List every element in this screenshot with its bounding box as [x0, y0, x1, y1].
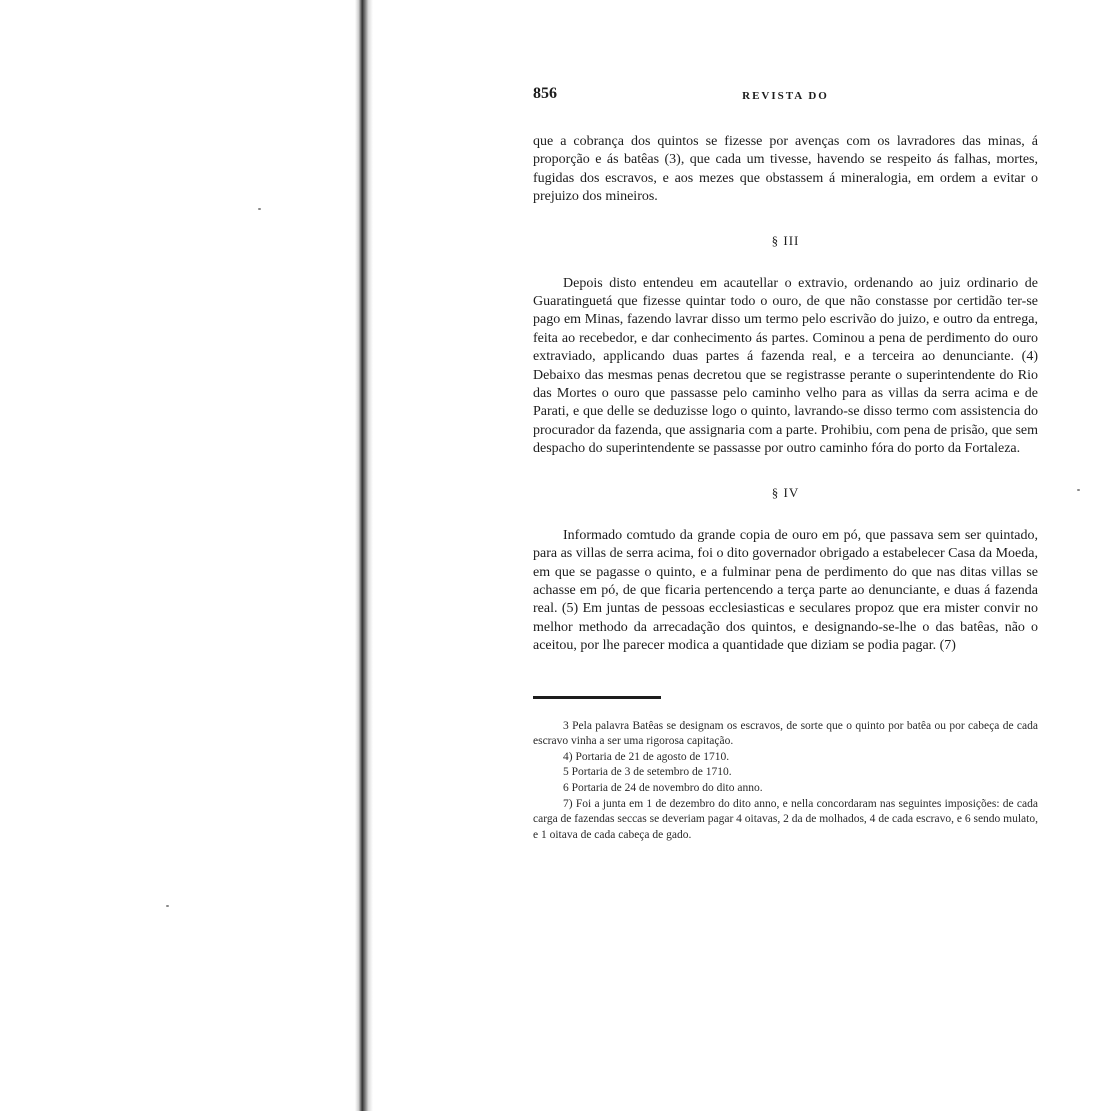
body-paragraph: Informado comtudo da grande copia de ouro em pó, que passava sem ser quintado, para as villas de serra acima, foi o dito governador obrigado a estabelecer Casa da Moeda, em que se pagasse o quinto, e a fulminar pena de perdimento do que nas ditas villas se achasse em pó, de que ficaria pertencendo a terça parte ao denunciante, e duas á fazenda real. (5) Em juntas de pessoas ecclesiasticas e seculares propoz que era mister convir no melhor methodo da arrecadação dos quintos, e designando-se-lhe o das batêas, não o aceitou, por lhe parecer modica a quantidade que diziam se podia pagar. (7) — [533, 527, 1038, 654]
body-paragraph: Depois disto entendeu em acautellar o extravio, ordenando ao juiz ordinario de Guaratinguetá que fizesse quintar todo o ouro, de que não constasse por certidão ter-se pago em Minas, fazendo lavrar disso um termo pelo escrivão do juizo, e outro da entrega, feita ao recebedor, e dar conhecimento ás partes. Cominou a pena de perdimento do ouro extraviado, applicando duas partes á fazenda real, e a terceira ao denunciante. (4) Debaixo das mesmas penas decretou que se registrasse perante o superintendente do Rio das Mortes o ouro que passasse pelo caminho velho para as villas da serra acima e de Parati, e que delle se deduzisse logo o quinto, lavrando-se disso termo com assistencia do procurador da fazenda, que assignaria com a parte. Prohibiu, com pena de prisão, que sem despacho do superintendente se passasse por outro caminho fóra do porto da Fortaleza. — [533, 275, 1038, 457]
footnote: 7) Foi a junta em 1 de dezembro do dito anno, e nella concordaram nas seguintes imposições: de cada carga de fazendas seccas se deveriam pagar 4 oitavas, 2 da de molhados, 4 de cada escravo, e 6 sendo mulato, e 1 oitava de cada cabeça de gado. — [533, 797, 1038, 841]
body-paragraph: que a cobrança dos quintos se fizesse por avenças com os lavradores das minas, á proporção e ás batêas (3), que cada um tivesse, havendo se respeito ás falhas, mortes, fugidas dos escravos, e aos mezes que obstassem á mineralogia, em ordem a evitar o prejuizo dos mineiros. — [533, 134, 1038, 205]
section-heading: § III — [771, 232, 800, 248]
footnote: 4) Portaria de 21 de agosto de 1710. — [563, 750, 730, 763]
book-page — [533, 85, 1038, 843]
footnote: 5 Portaria de 3 de setembro de 1710. — [563, 766, 732, 779]
scan-speck — [166, 905, 169, 907]
footnote: 6 Portaria de 24 de novembro do dito anno. — [563, 781, 763, 794]
footnote-divider — [533, 696, 661, 699]
page-number: 856 — [533, 85, 557, 102]
scan-speck — [1077, 489, 1080, 491]
scan-speck — [258, 208, 261, 210]
page-header — [533, 85, 1038, 111]
footnote: 3 Pela palavra Batêas se designam os escravos, de sorte que o quinto por batêa ou por cabeça de cada escravo vinha a ser uma rigorosa capitação. — [533, 719, 1038, 748]
running-title: REVISTA DO — [742, 90, 829, 102]
section-heading: § IV — [771, 484, 800, 500]
scan-binding-shadow — [355, 0, 373, 1111]
